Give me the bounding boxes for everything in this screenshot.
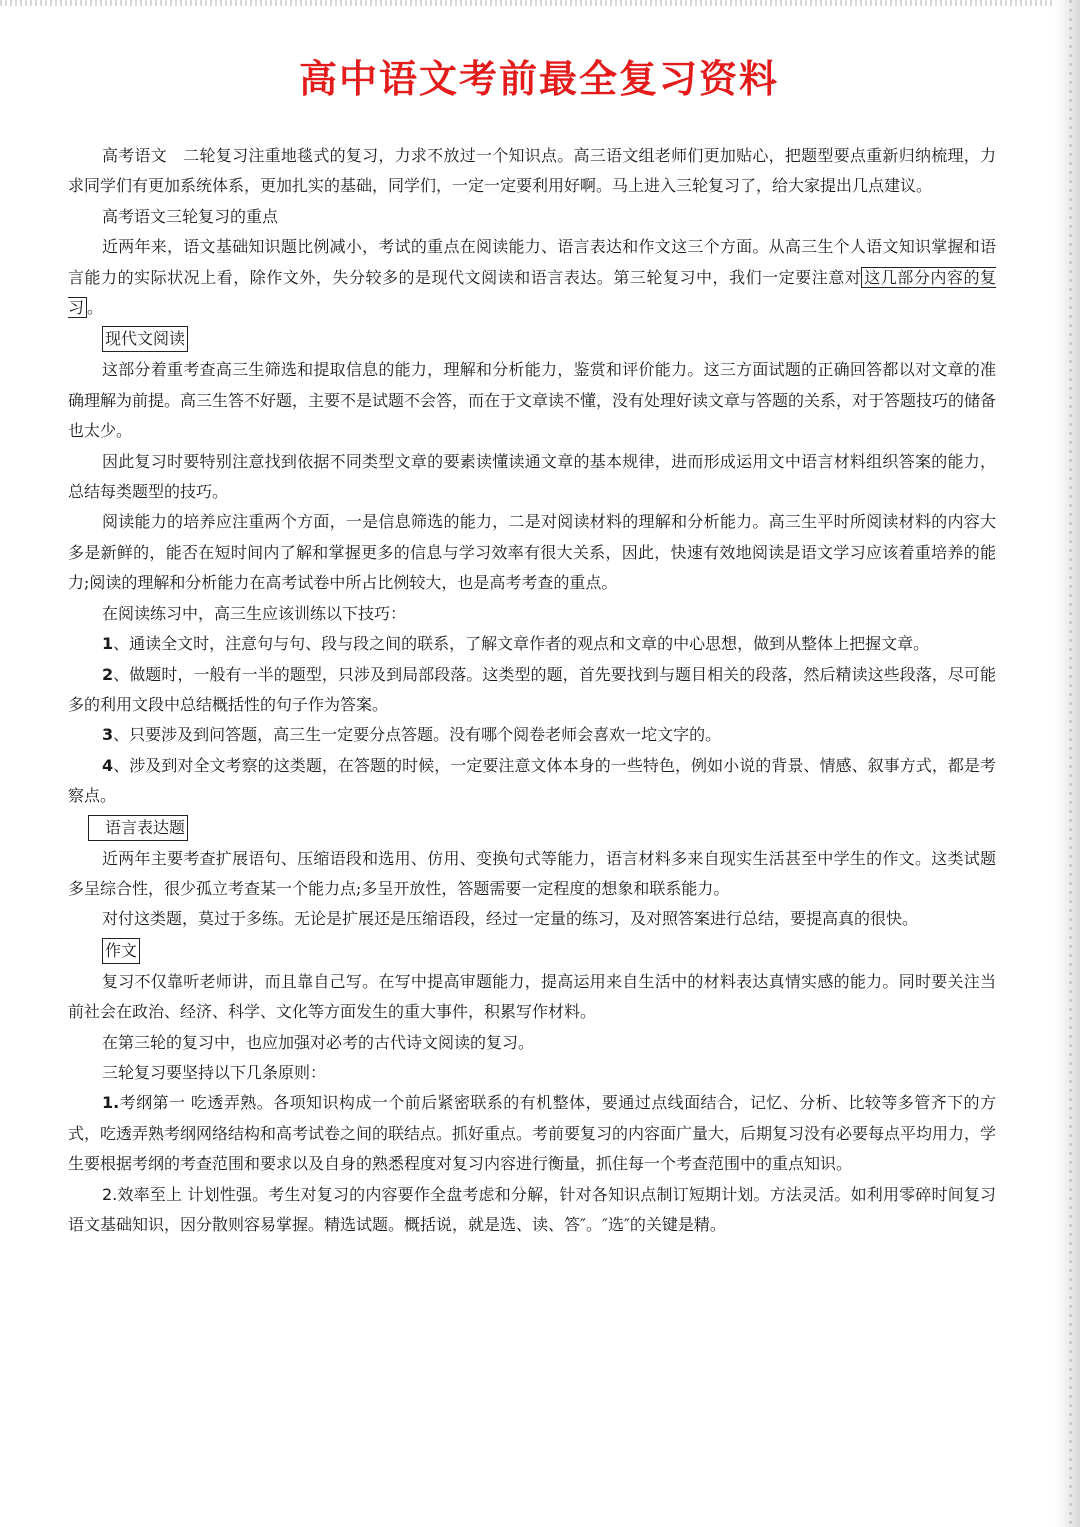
reading-paragraph-4: 在阅读练习中，高三生应该训练以下技巧： [102,603,407,623]
section-heading-writing: 作文 [102,938,140,964]
tip-text: 、通读全文时，注意句与句、段与段之间的联系，了解文章作者的观点和文章的中心思想，做到从整体上把握文章。 [113,634,930,654]
document-page [68,48,996,1240]
reading-paragraph-2: 因此复习时要特别注意找到依据不同类型文章的要素读懂读通文章的基本规律，进而形成运用文中语言材料组织答案的能力，总结每类题型的技巧。 [68,451,996,502]
tip-text: 、只要涉及到问答题，高三生一定要分点答题。没有哪个阅卷老师会喜欢一坨文字的。 [113,725,722,745]
tip-number: 1 [102,634,114,654]
tip-text: 、做题时，一般有一半的题型，只涉及到局部段落。这类型的题，首先要找到与题目相关的段落，然后精读这些段落，尽可能多的利用文段中总结概括性的句子作为答案。 [68,664,996,714]
scan-edge-top [0,0,1080,6]
principle-text: 考纲第一 吃透弄熟。各项知识构成一个前后紧密联系的有机整体，要通过点线面结合，记忆、分析、比较等多管齐下的方式，吃透弄熟考纲网络结构和高考试卷之间的联结点。抓好重点。考前要复习的内容面广量大，后期复习没有必要每点平均用力，学生要根据考纲的考查范围和要求以及自身的熟悉程度对复习内容进行衡量，抓住每一个考查范围中的重点知识。 [68,1093,997,1174]
focus-paragraph [68,232,996,323]
reading-tip-2 [68,660,996,721]
focus-paragraph-end: 。 [87,298,104,318]
reading-paragraph-1: 这部分着重考查高三生筛选和提取信息的能力，理解和分析能力，鉴赏和评价能力。这三方面试题的正确回答都以对文章的准确理解为前提。高三生答不好题，主要不是试题不会答，而在于文章读不懂，没有处理好读文章与答题的关系，对于答题技巧的储备也太少。 [68,360,997,441]
writing-paragraph-1: 复习不仅靠听老师讲，而且靠自己写。在写中提高审题能力，提高运用来自生活中的材料表达真情实感的能力。同时要关注当前社会在政治、经济、科学、文化等方面发生的重大事件，积累写作材料。 [68,971,996,1022]
principle-number: 1. [102,1093,120,1113]
tip-number: 4 [102,755,114,775]
reading-tip-1 [68,629,996,659]
document-title: 高中语文考前最全复习资料 [298,56,779,101]
focus-paragraph-boxed: 这几部分内容的复习 [68,267,996,318]
principle-1 [68,1088,996,1179]
scan-edge-right-dots [1069,0,1072,1527]
principle-2 [68,1180,996,1241]
principle-text: 效率至上 计划性强。考生对复习的内容要作全盘考虑和分解，针对各知识点制订短期计划。方法灵活。如利用零碎时间复习语文基础知识，因分散则容易掌握。精选试题。概括说，就是选、读、答″。″选″的关键是精。 [68,1184,996,1234]
intro-paragraph: 高考语文 二轮复习注重地毯式的复习，力求不放过一个知识点。高三语文组老师们更加贴心，把题型要点重新归纳梳理，力求同学们有更加系统体系，更加扎实的基础，同学们，一定一定要利用好啊。马上进入三轮复习了，给大家提出几点建议。 [68,146,996,196]
principle-number: 2. [102,1184,118,1204]
tip-number: 3 [102,725,114,745]
scan-edge-right [1054,0,1080,1527]
focus-heading: 高考语文三轮复习的重点 [102,206,279,226]
reading-tip-4 [68,751,996,812]
reading-tip-3 [68,720,996,750]
focus-paragraph-main: 近两年来，语文基础知识题比例减小，考试的重点在阅读能力、语言表达和作文这三个方面。从高三生个人语文知识掌握和语言能力的实际状况上看，除作文外，失分较多的是现代文阅读和语言表达。第三轮复习中，我们一定要注意对 [68,237,996,287]
writing-paragraph-3: 三轮复习要坚持以下几条原则： [102,1062,327,1082]
tip-text: 、涉及到对全文考察的这类题，在答题的时候，一定要注意文体本身的一些特色，例如小说的背景、情感、叙事方式，都是考察点。 [68,755,996,806]
reading-paragraph-3: 阅读能力的培养应注重两个方面，一是信息筛选的能力，二是对阅读材料的理解和分析能力。高三生平时所阅读材料的内容大多是新鲜的，能否在短时间内了解和掌握更多的信息与学习效率有很大关系，因此，快速有效地阅读是语文学习应该着重培养的能力;阅读的理解和分析能力在高考试卷中所占比例较大，也是高考考查的重点。 [68,512,996,593]
tip-number: 2 [102,664,114,684]
section-heading-reading: 现代文阅读 [102,326,188,352]
language-paragraph-1: 近两年主要考查扩展语句、压缩语段和选用、仿用、变换句式等能力，语言材料多来自现实生活甚至中学生的作文。这类试题多呈综合性，很少孤立考查某一个能力点;多呈开放性，答题需要一定程度的想象和联系能力。 [68,848,996,898]
language-paragraph-2: 对付这类题，莫过于多练。无论是扩展还是压缩语段，经过一定量的练习，及对照答案进行总结，要提高真的很快。 [102,909,919,929]
writing-paragraph-2: 在第三轮的复习中，也应加强对必考的古代诗文阅读的复习。 [102,1032,535,1052]
section-heading-language: 语言表达题 [88,815,188,841]
